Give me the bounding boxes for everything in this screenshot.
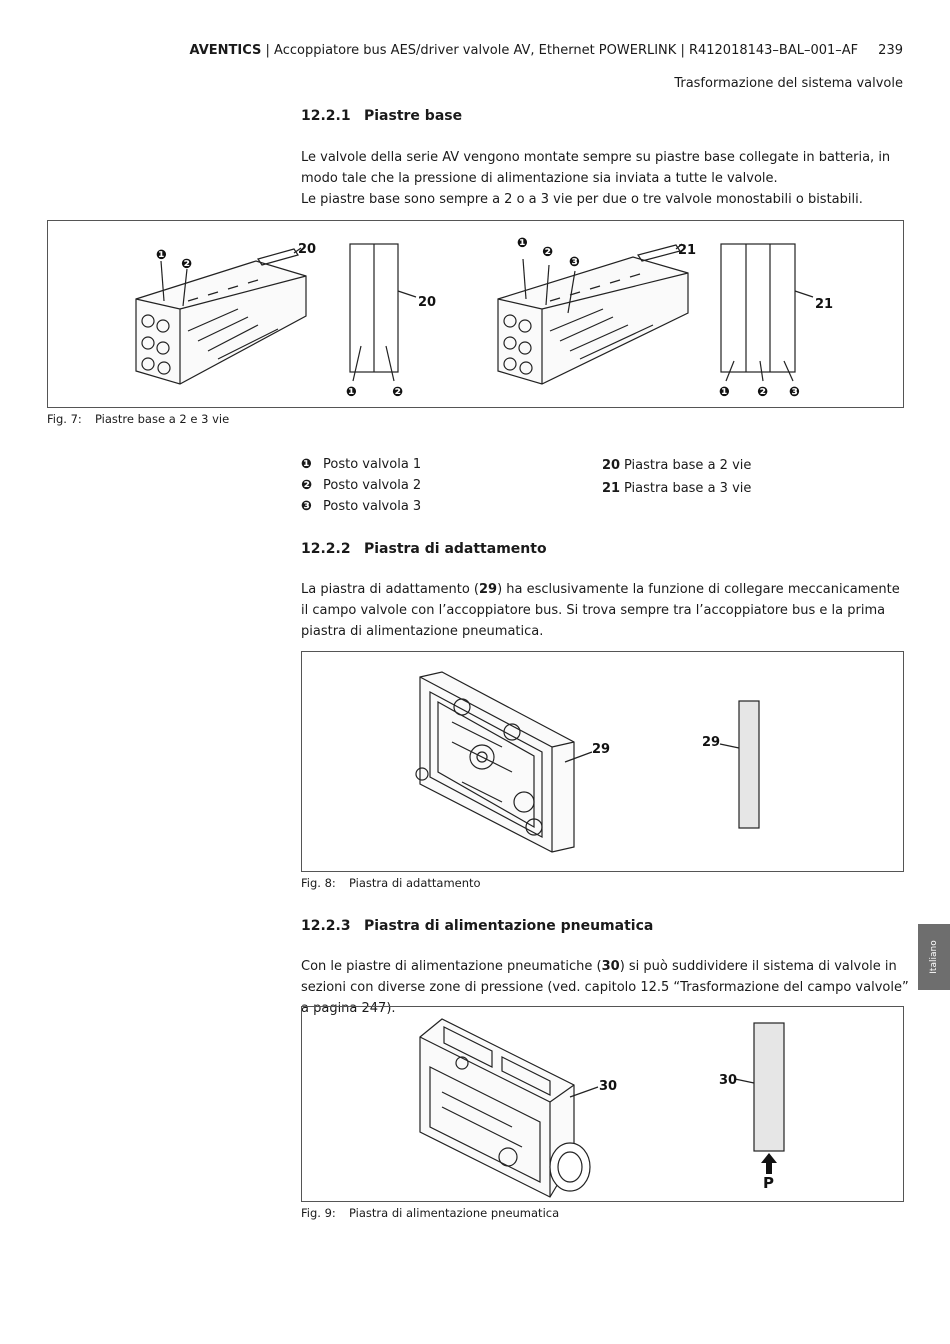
figure-7-drawing: [48, 221, 903, 407]
legend-text: Piastra base a 2 vie: [624, 458, 752, 473]
legend-text: Posto valvola 2: [323, 478, 422, 493]
legend-key: ❸: [301, 499, 313, 514]
paragraph-line: Le piastre base sono sempre a 2 o a 3 vie per due o tre valvole monostabili o bistabili.: [301, 192, 863, 207]
heading-12-2-3: [301, 918, 653, 934]
page-number: 239: [878, 43, 903, 58]
paragraph: [301, 147, 906, 210]
legend-text: Posto valvola 1: [323, 457, 422, 472]
figure-7-caption: [47, 412, 229, 426]
figure-7: [47, 220, 904, 408]
arrow-up-icon: [761, 1153, 777, 1174]
callout-1: ❶: [156, 248, 168, 263]
heading-title: Piastre base: [364, 108, 463, 124]
heading-12-2-1: [301, 108, 462, 124]
legend-right: [602, 454, 751, 500]
paragraph-line: Le valvole della serie AV vengono montate sempre su piastre base collegate in batteria, in modo tale che la pressione di alimentazione sia inviata a tutte le valvole.: [301, 150, 891, 186]
legend-item: [602, 454, 751, 477]
legend-key: 21: [602, 481, 621, 496]
legend-key: 20: [602, 458, 621, 473]
legend-text: Posto valvola 3: [323, 499, 422, 514]
brand: AVENTICS: [189, 43, 262, 58]
paragraph-text: ) si può suddividere il sistema di valvole in sezioni con diverse zone di pressione (ved. capitolo 12.5 “Trasformazione del campo valvole” a pagina 247).: [301, 959, 909, 1016]
heading-number: 12.2.2: [301, 541, 351, 557]
figure-number: Fig. 8:: [301, 876, 336, 890]
port-label: P: [763, 1174, 774, 1192]
paragraph-text: ) ha esclusivamente la funzione di collegare meccanicamente il campo valvole con l’accoppiatore bus. Si trova sempre tra l’accoppiatore bus e la prima piastra di alimentazione pneumatica.: [301, 582, 900, 639]
legend-item: [602, 477, 751, 500]
label-21: 21: [815, 297, 834, 312]
heading-12-2-2: [301, 541, 547, 557]
legend-item: [301, 454, 421, 475]
figure-9: [301, 1006, 904, 1202]
callout-2: ❷: [181, 257, 193, 272]
callout-1: ❶: [517, 236, 529, 251]
legend-key: ❷: [301, 478, 313, 493]
paragraph-text: La piastra di adattamento (: [301, 582, 479, 597]
legend-text: Piastra base a 3 vie: [624, 481, 752, 496]
running-header: [190, 43, 903, 58]
header-title: | Accoppiatore bus AES/driver valvole AV, Ethernet POWERLINK | R412018143–BAL–001–AF: [261, 43, 859, 58]
legend-item: [301, 496, 421, 517]
figure-8-caption: [301, 876, 481, 890]
label-20: 20: [298, 242, 317, 257]
section-header: Trasformazione del sistema valvole: [674, 76, 903, 91]
callout-3: ❸: [789, 385, 801, 400]
callout-1: ❶: [719, 385, 731, 400]
caption-text: Piastre base a 2 e 3 vie: [95, 412, 230, 426]
label-30: 30: [719, 1073, 738, 1088]
language-tab: [918, 924, 950, 990]
heading-number: 12.2.1: [301, 108, 351, 124]
figure-9-drawing: [302, 1007, 903, 1201]
callout-3: ❸: [569, 255, 581, 270]
callout-1: ❶: [346, 385, 358, 400]
reference-number: 29: [478, 582, 498, 597]
figure-8: [301, 651, 904, 872]
figure-8-drawing: [302, 652, 903, 871]
paragraph-text: Con le piastre di alimentazione pneumatiche (: [301, 959, 602, 974]
figure-number: Fig. 7:: [47, 412, 82, 426]
caption-text: Piastra di adattamento: [349, 876, 481, 890]
legend-key: ❶: [301, 457, 313, 472]
label-20: 20: [418, 295, 437, 310]
paragraph: [301, 579, 906, 642]
legend-item: [301, 475, 421, 496]
callout-2: ❷: [542, 245, 554, 260]
caption-text: Piastra di alimentazione pneumatica: [349, 1206, 560, 1220]
reference-number: 30: [601, 959, 620, 974]
figure-number: Fig. 9:: [301, 1206, 336, 1220]
figure-9-caption: [301, 1206, 559, 1220]
language-tab-label: Italiano: [929, 940, 939, 974]
label-30: 30: [599, 1079, 618, 1094]
callout-2: ❷: [392, 385, 404, 400]
label-29: 29: [592, 742, 611, 757]
callout-2: ❷: [757, 385, 769, 400]
heading-title: Piastra di alimentazione pneumatica: [364, 918, 654, 934]
heading-title: Piastra di adattamento: [364, 541, 547, 557]
legend-left: [301, 454, 421, 517]
heading-number: 12.2.3: [301, 918, 351, 934]
label-29: 29: [702, 735, 721, 750]
label-21: 21: [678, 243, 697, 258]
